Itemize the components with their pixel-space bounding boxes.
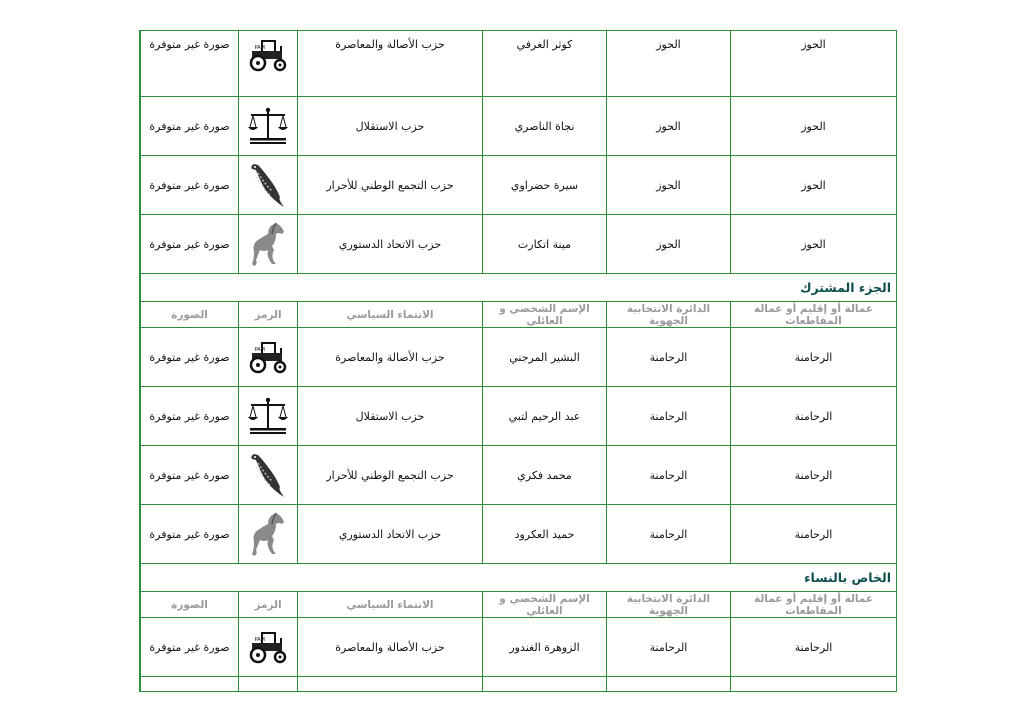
svg-text:PAM: PAM bbox=[254, 347, 265, 353]
empty-cell bbox=[239, 677, 298, 692]
table-row bbox=[141, 156, 897, 215]
column-header: الانتماء السياسي bbox=[298, 302, 483, 328]
candidate-name-cell: محمد فكري bbox=[483, 446, 607, 505]
table-row-partial bbox=[141, 677, 897, 692]
candidate-name-cell: الزوهرة الغندور bbox=[483, 618, 607, 677]
photo-cell: صورة غير متوفرة bbox=[141, 156, 239, 215]
tractor-icon bbox=[239, 38, 297, 72]
party-cell: حزب التجمع الوطني للأحرار bbox=[298, 446, 483, 505]
tractor-icon bbox=[239, 340, 297, 374]
empty-cell bbox=[731, 677, 897, 692]
photo-cell: صورة غير متوفرة bbox=[141, 31, 239, 97]
symbol-cell bbox=[239, 97, 298, 156]
section-header-row bbox=[141, 564, 897, 592]
scales-icon bbox=[239, 397, 297, 435]
empty-cell bbox=[483, 677, 607, 692]
symbol-cell bbox=[239, 328, 298, 387]
party-cell: حزب الاتحاد الدستوري bbox=[298, 215, 483, 274]
empty-cell bbox=[141, 677, 239, 692]
party-cell: حزب الأصالة والمعاصرة bbox=[298, 31, 483, 97]
district-cell: الحوز bbox=[607, 156, 731, 215]
party-cell: حزب الأصالة والمعاصرة bbox=[298, 328, 483, 387]
photo-cell: صورة غير متوفرة bbox=[141, 618, 239, 677]
empty-cell bbox=[607, 677, 731, 692]
district-cell: الحوز bbox=[607, 215, 731, 274]
candidate-name-cell: مينة اتكارت bbox=[483, 215, 607, 274]
party-cell: حزب الاستقلال bbox=[298, 387, 483, 446]
prefecture-cell: الحوز bbox=[731, 156, 897, 215]
candidate-name-cell: عبد الرحيم لتبي bbox=[483, 387, 607, 446]
table-row bbox=[141, 446, 897, 505]
section-title: الجزء المشترك bbox=[141, 274, 897, 302]
table-row bbox=[141, 387, 897, 446]
district-cell: الرحامنة bbox=[607, 618, 731, 677]
district-cell: الحوز bbox=[607, 31, 731, 97]
party-cell: حزب الاتحاد الدستوري bbox=[298, 505, 483, 564]
party-cell: حزب الأصالة والمعاصرة bbox=[298, 618, 483, 677]
photo-cell: صورة غير متوفرة bbox=[141, 215, 239, 274]
prefecture-cell: الرحامنة bbox=[731, 387, 897, 446]
photo-cell: صورة غير متوفرة bbox=[141, 446, 239, 505]
photo-cell: صورة غير متوفرة bbox=[141, 505, 239, 564]
svg-text:PAM: PAM bbox=[254, 45, 265, 51]
candidate-name-cell: نجاة الناصري bbox=[483, 97, 607, 156]
section-title: الخاص بالنساء bbox=[141, 564, 897, 592]
candidate-name-cell: كوثر الغرفي bbox=[483, 31, 607, 97]
prefecture-cell: الحوز bbox=[731, 31, 897, 97]
column-header: عمالة أو إقليم أو عمالة المقاطعات bbox=[731, 302, 897, 328]
column-header: الانتماء السياسي bbox=[298, 592, 483, 618]
table-row bbox=[141, 97, 897, 156]
horse-icon bbox=[239, 220, 297, 268]
photo-cell: صورة غير متوفرة bbox=[141, 97, 239, 156]
district-cell: الرحامنة bbox=[607, 328, 731, 387]
photo-cell: صورة غير متوفرة bbox=[141, 387, 239, 446]
district-cell: الحوز bbox=[607, 97, 731, 156]
svg-text:PAM: PAM bbox=[254, 637, 265, 643]
prefecture-cell: الرحامنة bbox=[731, 328, 897, 387]
district-cell: الرحامنة bbox=[607, 387, 731, 446]
column-header: الصورة bbox=[141, 592, 239, 618]
dove-icon bbox=[239, 161, 297, 209]
symbol-cell bbox=[239, 31, 298, 97]
symbol-cell bbox=[239, 505, 298, 564]
candidates-table-page bbox=[139, 30, 897, 692]
empty-cell bbox=[298, 677, 483, 692]
column-header: الرمز bbox=[239, 302, 298, 328]
candidate-name-cell: البشير المرجني bbox=[483, 328, 607, 387]
district-cell: الرحامنة bbox=[607, 446, 731, 505]
table-row bbox=[141, 31, 897, 97]
table-row bbox=[141, 618, 897, 677]
district-cell: الرحامنة bbox=[607, 505, 731, 564]
column-header-row bbox=[141, 302, 897, 328]
column-header: الرمز bbox=[239, 592, 298, 618]
table-row bbox=[141, 215, 897, 274]
photo-cell: صورة غير متوفرة bbox=[141, 328, 239, 387]
column-header: الدائرة الانتخابية الجهوية bbox=[607, 592, 731, 618]
candidate-name-cell: حميد العكرود bbox=[483, 505, 607, 564]
column-header: الإسم الشخصي و العائلي bbox=[483, 592, 607, 618]
section-header-row bbox=[141, 274, 897, 302]
symbol-cell bbox=[239, 446, 298, 505]
symbol-cell bbox=[239, 156, 298, 215]
prefecture-cell: الرحامنة bbox=[731, 446, 897, 505]
horse-icon bbox=[239, 510, 297, 558]
column-header-row bbox=[141, 592, 897, 618]
party-cell: حزب الاستقلال bbox=[298, 97, 483, 156]
column-header: الدائرة الانتخابية الجهوية bbox=[607, 302, 731, 328]
column-header: الصورة bbox=[141, 302, 239, 328]
tractor-icon bbox=[239, 630, 297, 664]
prefecture-cell: الرحامنة bbox=[731, 505, 897, 564]
symbol-cell bbox=[239, 215, 298, 274]
prefecture-cell: الحوز bbox=[731, 97, 897, 156]
candidates-table bbox=[140, 30, 897, 692]
symbol-cell bbox=[239, 618, 298, 677]
prefecture-cell: الحوز bbox=[731, 215, 897, 274]
scales-icon bbox=[239, 107, 297, 145]
candidate-name-cell: سيرة حضراوي bbox=[483, 156, 607, 215]
party-cell: حزب التجمع الوطني للأحرار bbox=[298, 156, 483, 215]
dove-icon bbox=[239, 451, 297, 499]
column-header: عمالة أو إقليم أو عمالة المقاطعات bbox=[731, 592, 897, 618]
column-header: الإسم الشخصي و العائلي bbox=[483, 302, 607, 328]
prefecture-cell: الرحامنة bbox=[731, 618, 897, 677]
table-row bbox=[141, 328, 897, 387]
table-row bbox=[141, 505, 897, 564]
symbol-cell bbox=[239, 387, 298, 446]
